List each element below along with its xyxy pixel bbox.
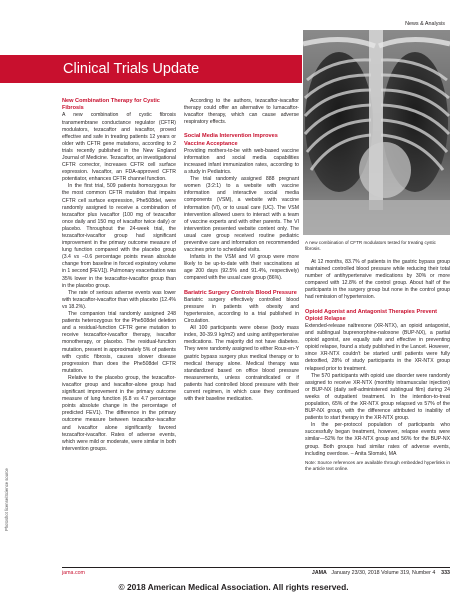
column-3 [305, 259, 450, 472]
source-note: Note: Source references are available through embedded hyperlinks in the article text online. [305, 459, 450, 471]
footer-site-link[interactable]: jama.com [62, 570, 85, 576]
section-label: News & Analysis [405, 21, 445, 27]
footer-issue: January 23/30, 2018 Volume 319, Number 4 [331, 570, 436, 576]
copyright-notice: © 2018 American Medical Association. All rights reserved. [118, 582, 349, 592]
column-2 [184, 98, 299, 403]
page-title: Clinical Trials Update [63, 61, 200, 77]
article-paragraph: Extended-release naltrexone (XR-NTX), an opioid antagonist, and sublingual buprenorphine-naloxone (BUP-NX), a partial opioid agonist, are equally safe and effective in preventing opioid relapse, found a study published in the Lancet. However, since XR-NTX couldn't be started until patients were fully detoxified, 28% of study participants in the XR-NTX group relapsed prior to treatment. [305, 322, 450, 372]
article-paragraph: A new combination of cystic fibrosis transmembrane conductance regulator (CFTR) modulators, tezacaftor and ivacaftor, proved effective and safe in treating patients 12 years or older with CFTR gene mutations, according to 2 trials recently published in the New England Journal of Medicine. Tezacaftor, an investigational CFTR corrector, increases CFTR cell surface expression. Ivacaftor, an FDA-approved CFTR potentiator, enhances CFTR channel function. [62, 112, 176, 183]
article-paragraph: The trial randomly assigned 888 pregnant women (3:2:1) to a website with vaccine information and interactive social media components (VSM), a website with vaccine information (VI), or to usual care (UC). The VSM intervention allowed users to interact with a team of vaccine experts and with other parents. The VI intervention presented website content only. The usual care group received routine pediatric preventive care and information on recommended vaccines prior to scheduled visits. [184, 176, 299, 254]
article-paragraph: At 12 months, 83.7% of patients in the gastric bypass group maintained controlled blood pressure while reducing their total number of antihypertensive medications by 30% or more compared with 12.8% of the control group. About half of the participants in the surgery group but none in the control group had remission of hypertension. [305, 259, 450, 301]
footer-journal: JAMA [311, 570, 327, 576]
article-paragraph: According to the authors, tezacaftor-ivacaftor therapy could offer an alternative to lumacaftor-ivacaftor therapy, which can cause adverse respiratory effects. [184, 98, 299, 126]
article-paragraph: The 570 participants with opioid use disorder were randomly assigned to receive XR-NTX (monthly intramuscular injection) or BUP-NX (daily self-administered sublingual film) during 24 weeks of outpatient treatment. In the intention-to-treat population, 65% of the XR-NTX group relapsed vs 57% of the BUP-NX group, with the difference attributed to inability of patients to start therapy in the XR-NTX group. [305, 372, 450, 422]
article-paragraph: Relative to the placebo group, the tezacaftor-ivacaftor group and ivacaftor-alone group had significant improvement in the primary outcome measure of lung function (6.8 vs 4.7 percentage points absolute change in the percentage of predicted FEV1). The difference in the primary outcome measure between tezacaftor-ivacaftor and ivacaftor alone significantly favored tezacaftor-ivacaftor. Rates of adverse events, which were mild or moderate, were similar in both intervention groups. [62, 374, 176, 452]
article-heading: New Combination Therapy for Cystic Fibrosis [62, 98, 160, 112]
footer-divider [62, 567, 450, 568]
footer-page-number: 333 [441, 570, 450, 576]
photo-credit: Photoshot license/Science source [4, 468, 9, 531]
footer-issue-info [312, 570, 450, 576]
article-paragraph: In the per-protocol population of participants who successfully began treatment, however, relapse events were similar—52% for the XR-NTX group and 56% for the BUP-NX group. Both groups had similar rates of adverse events, including overdose. – Anita Slomski, MA [305, 422, 450, 457]
article-paragraph: The rate of serious adverse events was lower with tezacaftor-ivacaftor than with placebo (12.4% vs 18.2%). [62, 289, 176, 310]
article-paragraph: The companion trial randomly assigned 248 patients heterozygous for the Phe508del deletion and a residual-function CFTR gene mutation to receive tezacaftor-ivacaftor therapy, ivacaftor monotherapy, or placebo. The residual-function mutation, present in approximately 5% of patients with cystic fibrosis, causes slower disease progression than does the Phe508del CFTR mutation. [62, 311, 176, 374]
article-paragraph: All 100 participants were obese (body mass index, 30-39.9 kg/m2) and using antihypertensive medications. The majority did not have diabetes. They were randomly assigned to either Roux-en-Y gastric bypass surgery plus medical therapy or to medical therapy alone. Medical therapy was standardized based on office blood pressure measurements, unless contraindicated or if patients had controlled blood pressure with their current regimen, in which case they continued with their baseline medication. [184, 325, 299, 403]
article-heading: Social Media Intervention Improves Vaccine Acceptance [184, 133, 278, 147]
article-paragraph: In the first trial, 509 patients homozygous for the most common CFTR mutation that impairs CFTR cell surface expression, Phe508del, were randomly assigned to receive a combination of tezacaftor plus ivacaftor (100 mg of tezacaftor once daily and 150 mg of ivacaftor twice daily) or placebo. Throughout the 24-week trial, the tezacaftor-ivacaftor group had significant improvement in the primary outcome measure of lung function compared with the placebo group (3.4 vs −0.6 percentage points mean absolute change from baseline in forced expiratory volume in 1 second [FEV1]). Pulmonary exacerbation was 35% lower in the tezacaftor-ivacaftor group than in the placebo group. [62, 183, 177, 289]
figure-caption: A new combination of CFTR modulators tested for treating cystic fibrosis. [305, 240, 436, 252]
article-paragraph: Providing mothers-to-be with web-based vaccine information and social media capabilities increased infant immunization rates, according to a study in Pediatrics. [184, 147, 299, 176]
article-paragraph: Infants in the VSM and VI group were more likely to be up-to-date with their vaccinations at age 200 days (92.5% and 91.4%, respectively) compared with the usual care group (86%). [184, 254, 299, 282]
column-1 [62, 98, 176, 453]
chest-xray-illustration [303, 30, 450, 235]
article-heading: Bariatric Surgery Controls Blood Pressure [184, 289, 297, 296]
article-heading: Opioid Agonist and Antagonist Therapies Prevent Opioid Relapse [305, 308, 437, 322]
article-paragraph: Bariatric surgery effectively controlled blood pressure in patients with obesity and hypertension, according to a trial published in Circulation. [184, 296, 299, 325]
chest-xray-image [303, 30, 450, 235]
